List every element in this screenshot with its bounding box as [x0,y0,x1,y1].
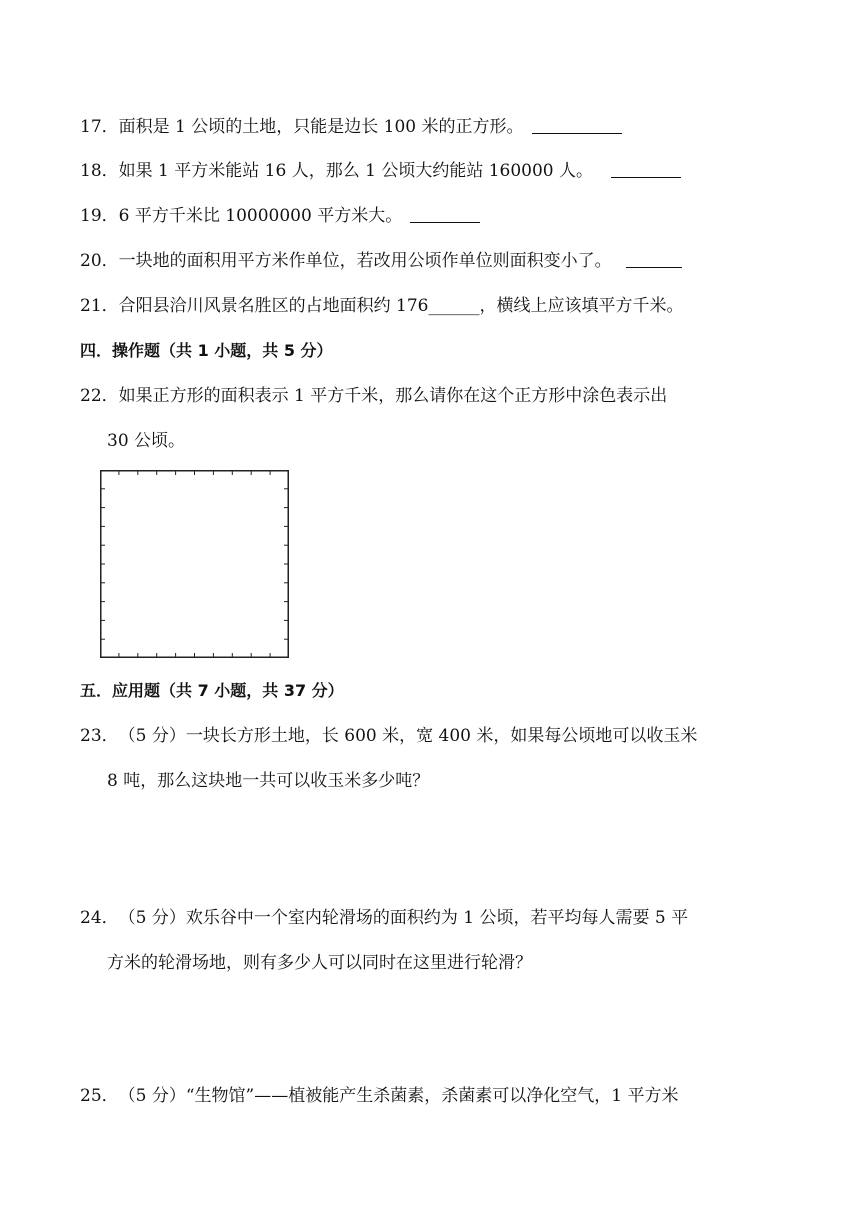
square-area-figure[interactable] [100,470,289,658]
question-text: 合阳县洽川风景名胜区的占地面积约 176______，横线上应该填平方千米。 [118,296,684,316]
question-number: 25． [80,1086,119,1106]
question-23-continued: 8 吨，那么这块地一共可以收玉米多少吨？ [107,771,430,791]
section-heading-4: 四．操作题（共 1 小题，共 5 分） [80,341,333,360]
question-18 [80,159,681,183]
question-22-continued: 30 公顷。 [107,431,186,451]
answer-blank[interactable] [532,115,622,134]
question-text: （5 分）一块长方形土地，长 600 米，宽 400 米，如果每公顷地可以收玉米 [118,726,698,746]
answer-blank[interactable] [410,204,480,223]
question-number: 24． [80,908,119,928]
question-text: （5 分）“生物馆”——植被能产生杀菌素，杀菌素可以净化空气，1 平方米 [118,1086,679,1106]
question-number: 21． [80,296,119,316]
question-text: （5 分）欢乐谷中一个室内轮滑场的面积约为 1 公顷，若平均每人需要 5 平 [118,908,689,928]
question-text: 6 平方千米比 10000000 平方米大。 [118,206,403,226]
question-text: 面积是 1 公顷的土地，只能是边长 100 米的正方形。 [118,117,524,137]
section-heading-5: 五．应用题（共 7 小题，共 37 分） [80,681,344,700]
question-24 [80,906,688,930]
answer-blank[interactable] [611,159,681,178]
question-number: 22． [80,386,119,406]
question-number: 23． [80,726,119,746]
question-17 [80,115,622,139]
question-24-continued: 方米的轮滑场地，则有多少人可以同时在这里进行轮滑？ [107,953,532,973]
square-border [101,471,289,658]
answer-blank[interactable] [626,249,682,268]
question-22 [80,384,667,408]
question-23 [80,724,697,748]
question-number: 19． [80,206,119,226]
question-21 [80,294,684,318]
question-number: 20． [80,251,119,271]
question-text: 一块地的面积用平方米作单位，若改用公顷作单位则面积变小了。 [118,251,612,271]
question-text: 如果正方形的面积表示 1 平方千米，那么请你在这个正方形中涂色表示出 [118,386,668,406]
question-19 [80,204,480,228]
question-number: 17． [80,117,119,137]
question-25 [80,1084,678,1108]
question-number: 18． [80,161,119,181]
question-text: 如果 1 平方米能站 16 人，那么 1 公顷大约能站 160000 人。 [118,161,594,181]
question-20 [80,249,682,273]
